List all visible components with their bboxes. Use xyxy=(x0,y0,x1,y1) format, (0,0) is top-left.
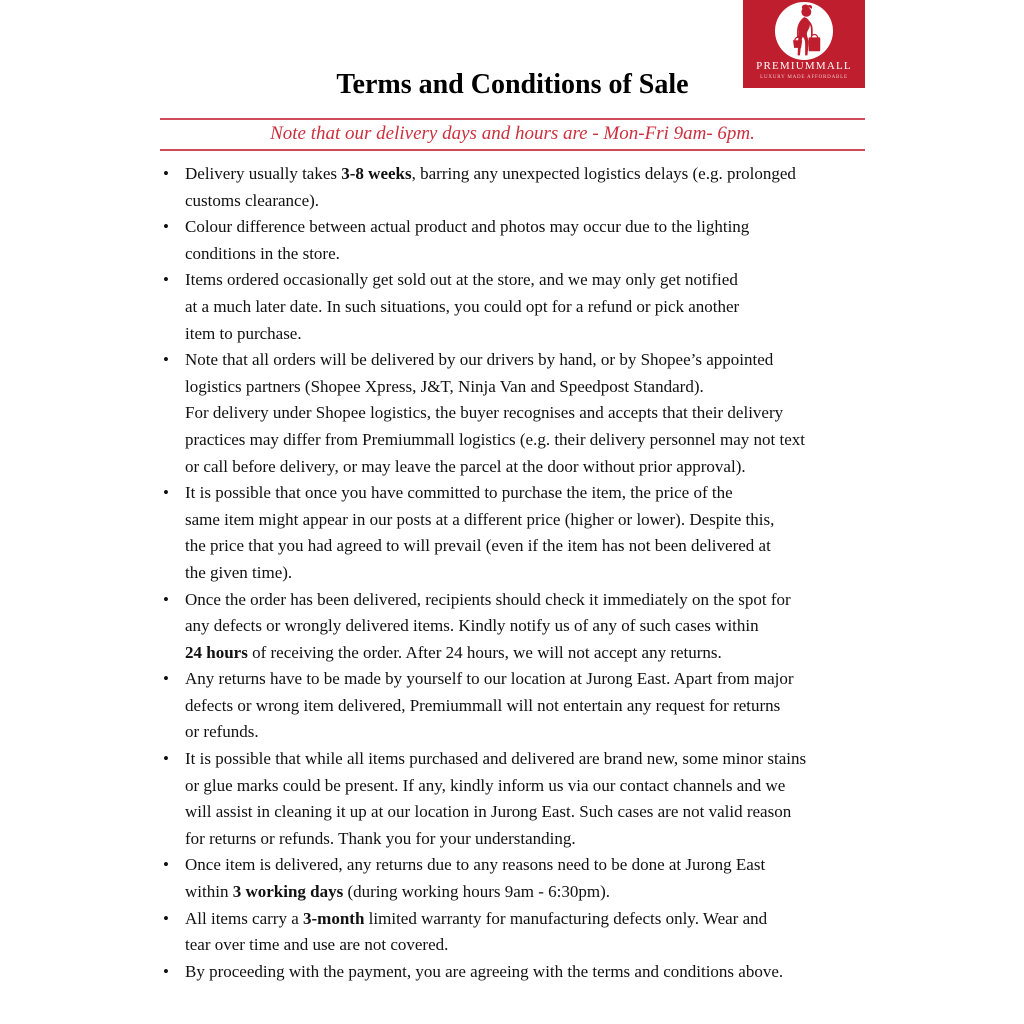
term-text: Items ordered occasionally get sold out at the store, and we may only get notified at a much later date. In such situations, you could opt for a refund or pick another item to purchase. xyxy=(185,270,740,343)
bullet-icon: • xyxy=(163,908,169,928)
term-text: Delivery usually takes 3-8 weeks, barring any unexpected logistics delays (e.g. prolonged customs clearance). xyxy=(185,164,796,210)
terms-list xyxy=(160,161,865,985)
bullet-icon: • xyxy=(163,855,169,875)
term-text: Colour difference between actual product and photos may occur due to the lighting conditions in the store. xyxy=(185,217,750,263)
term-item xyxy=(160,214,865,267)
term-item xyxy=(160,267,865,347)
term-text: Note that all orders will be delivered by our drivers by hand, or by Shopee’s appointed logistics partners (Shopee Xpress, J&T, Ninja Van and Speedpost Standard). For delivery under Shopee logistics, the buyer recognises and accepts that their delivery practices may differ from Premiummall logistics (e.g. their delivery personnel may not text or call before delivery, or may leave the parcel at the door without prior approval). xyxy=(185,350,806,476)
bullet-icon: • xyxy=(163,749,169,769)
term-text: It is possible that once you have committed to purchase the item, the price of the same item might appear in our posts at a different price (higher or lower). Despite this, the price that you had agreed to will prevail (even if the item has not been delivered at the given time). xyxy=(185,483,775,582)
bullet-icon: • xyxy=(163,164,169,183)
bullet-icon: • xyxy=(163,350,169,370)
term-item xyxy=(160,587,865,667)
bullet-icon: • xyxy=(163,961,169,981)
term-text: Any returns have to be made by yourself to our location at Jurong East. Apart from major defects or wrong item delivered, Premiummall will not entertain any request for returns or refunds. xyxy=(185,669,794,742)
term-item xyxy=(160,347,865,480)
bullet-icon: • xyxy=(163,483,169,503)
term-item xyxy=(160,480,865,586)
bullet-icon: • xyxy=(163,217,169,237)
term-item xyxy=(160,959,865,986)
term-item xyxy=(160,666,865,746)
bullet-icon: • xyxy=(163,669,169,689)
delivery-note: Note that our delivery days and hours are - Mon-Fri 9am- 6pm. xyxy=(270,123,755,144)
term-text: It is possible that while all items purchased and delivered are brand new, some minor stains or glue marks could be present. If any, kindly inform us via our contact channels and we will assist in cleaning it up at our location in Jurong East. Such cases are not valid reason for returns or refunds. Thank you for your understanding. xyxy=(185,749,807,848)
term-item xyxy=(160,746,865,852)
term-text: By proceeding with the payment, you are agreeing with the terms and conditions above. xyxy=(185,961,784,981)
term-text: All items carry a 3-month limited warranty for manufacturing defects only. Wear and tear over time and use are not covered. xyxy=(185,908,768,955)
divider-bottom xyxy=(160,149,865,151)
brand-tagline: LUXURY MADE AFFORDABLE xyxy=(760,75,848,80)
term-text: Once the order has been delivered, recipients should check it immediately on the spot for any defects or wrongly delivered items. Kindly notify us of any of such cases within 24 hours of receiving the order. After 24 hours, we will not accept any returns. xyxy=(185,589,791,662)
term-text: Once item is delivered, any returns due to any reasons need to be done at Jurong East within 3 working days (during working hours 9am - 6:30pm). xyxy=(185,855,766,902)
page-title: Terms and Conditions of Sale xyxy=(336,69,689,100)
bullet-icon: • xyxy=(163,270,169,290)
woman-shopper-silhouette-icon xyxy=(775,2,833,60)
term-item xyxy=(160,852,865,905)
brand-name: PREMIUMMALL xyxy=(756,60,852,72)
divider-top xyxy=(160,118,865,120)
bullet-icon: • xyxy=(163,589,169,609)
term-item xyxy=(160,161,865,214)
term-item xyxy=(160,906,865,959)
